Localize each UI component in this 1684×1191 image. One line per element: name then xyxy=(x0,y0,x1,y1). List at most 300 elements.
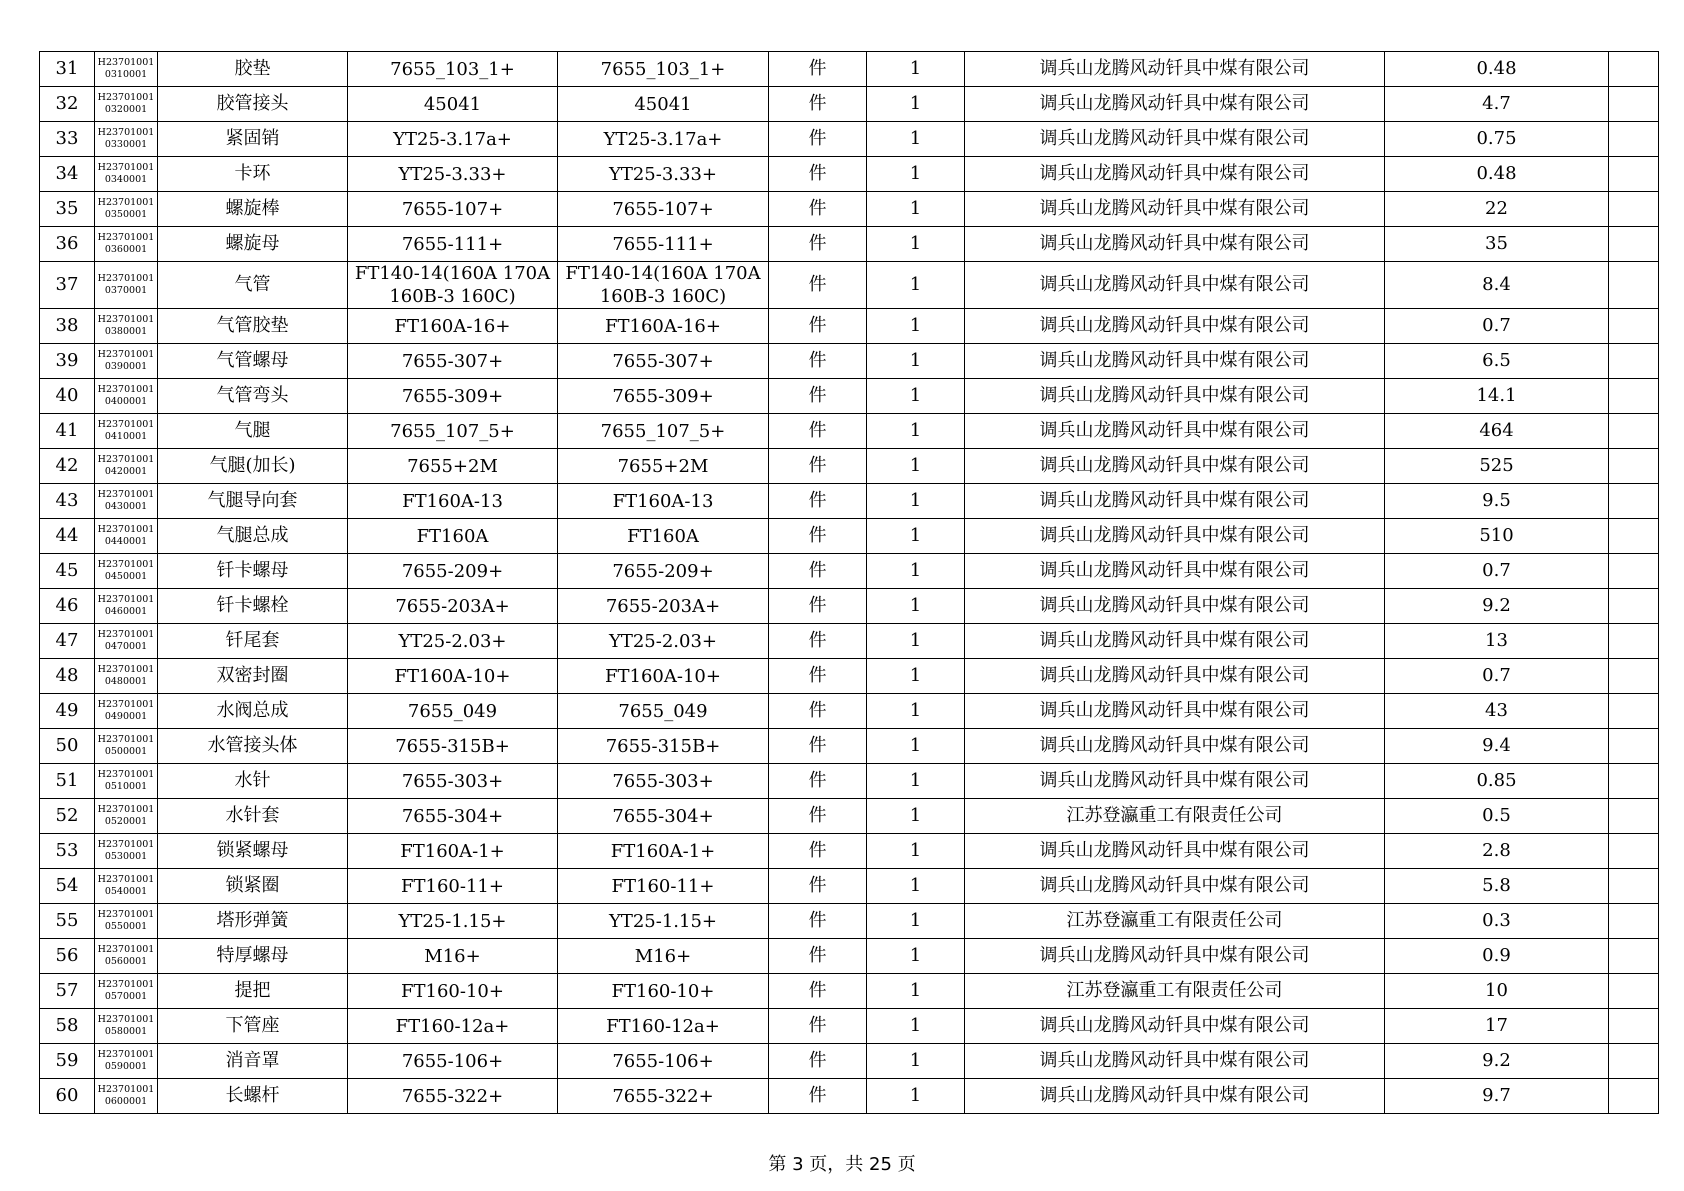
table-row xyxy=(40,624,1659,659)
price-cell: 525 xyxy=(1385,449,1609,484)
material-code-cell: H237010010490001 xyxy=(95,694,158,729)
footer-prefix: 第 xyxy=(768,1154,787,1175)
spec-model-alt-cell: 7655_049 xyxy=(558,694,769,729)
part-name-cell: 气管胶垫 xyxy=(158,309,348,344)
price-cell: 0.3 xyxy=(1385,904,1609,939)
material-code-cell: H237010010310001 xyxy=(95,52,158,87)
spec-model-alt-cell: FT160A xyxy=(558,519,769,554)
unit-cell: 件 xyxy=(769,624,867,659)
part-name-cell: 锁紧圈 xyxy=(158,869,348,904)
remark-cell xyxy=(1609,589,1659,624)
table-row xyxy=(40,764,1659,799)
price-cell: 10 xyxy=(1385,974,1609,1009)
remark-cell xyxy=(1609,659,1659,694)
price-cell: 35 xyxy=(1385,227,1609,262)
part-name-cell: 消音罩 xyxy=(158,1044,348,1079)
row-number-cell: 56 xyxy=(40,939,95,974)
quantity-cell: 1 xyxy=(867,869,965,904)
spec-model-alt-cell: 7655+2M xyxy=(558,449,769,484)
table-row xyxy=(40,309,1659,344)
remark-cell xyxy=(1609,624,1659,659)
spec-model-alt-cell: 7655-307+ xyxy=(558,344,769,379)
part-name-cell: 气管 xyxy=(158,262,348,309)
remark-cell xyxy=(1609,799,1659,834)
unit-cell: 件 xyxy=(769,414,867,449)
page-footer xyxy=(0,1150,1684,1176)
spec-model-cell: 7655-322+ xyxy=(348,1079,558,1114)
row-number-cell: 44 xyxy=(40,519,95,554)
row-number-cell: 51 xyxy=(40,764,95,799)
spec-model-alt-cell: FT160-10+ xyxy=(558,974,769,1009)
remark-cell xyxy=(1609,484,1659,519)
part-name-cell: 钎尾套 xyxy=(158,624,348,659)
price-cell: 510 xyxy=(1385,519,1609,554)
row-number-cell: 41 xyxy=(40,414,95,449)
row-number-cell: 55 xyxy=(40,904,95,939)
spec-model-cell: YT25-3.17a+ xyxy=(348,122,558,157)
table-row xyxy=(40,52,1659,87)
spec-model-cell: 7655-209+ xyxy=(348,554,558,589)
quantity-cell: 1 xyxy=(867,729,965,764)
quantity-cell: 1 xyxy=(867,694,965,729)
unit-cell: 件 xyxy=(769,939,867,974)
price-cell: 5.8 xyxy=(1385,869,1609,904)
unit-cell: 件 xyxy=(769,694,867,729)
spec-model-cell: FT160A-10+ xyxy=(348,659,558,694)
unit-cell: 件 xyxy=(769,729,867,764)
unit-cell: 件 xyxy=(769,122,867,157)
row-number-cell: 35 xyxy=(40,192,95,227)
material-code-cell: H237010010470001 xyxy=(95,624,158,659)
supplier-cell: 调兵山龙腾风动钎具中煤有限公司 xyxy=(965,939,1385,974)
quantity-cell: 1 xyxy=(867,554,965,589)
spec-model-cell: FT160-11+ xyxy=(348,869,558,904)
supplier-cell: 调兵山龙腾风动钎具中煤有限公司 xyxy=(965,659,1385,694)
table-row xyxy=(40,694,1659,729)
remark-cell xyxy=(1609,344,1659,379)
quantity-cell: 1 xyxy=(867,974,965,1009)
unit-cell: 件 xyxy=(769,449,867,484)
price-cell: 8.4 xyxy=(1385,262,1609,309)
supplier-cell: 调兵山龙腾风动钎具中煤有限公司 xyxy=(965,624,1385,659)
part-name-cell: 锁紧螺母 xyxy=(158,834,348,869)
spec-model-cell: 7655-304+ xyxy=(348,799,558,834)
table-row xyxy=(40,192,1659,227)
spec-model-cell: 7655-309+ xyxy=(348,379,558,414)
quantity-cell: 1 xyxy=(867,904,965,939)
page-total: 25 xyxy=(869,1154,892,1175)
table-row xyxy=(40,87,1659,122)
price-cell: 22 xyxy=(1385,192,1609,227)
price-cell: 9.4 xyxy=(1385,729,1609,764)
material-code-cell: H237010010370001 xyxy=(95,262,158,309)
spec-model-alt-cell: 7655-322+ xyxy=(558,1079,769,1114)
table-row xyxy=(40,834,1659,869)
row-number-cell: 52 xyxy=(40,799,95,834)
remark-cell xyxy=(1609,262,1659,309)
remark-cell xyxy=(1609,869,1659,904)
spec-model-alt-cell: FT160-11+ xyxy=(558,869,769,904)
row-number-cell: 45 xyxy=(40,554,95,589)
table-row xyxy=(40,1044,1659,1079)
material-code-cell: H237010010530001 xyxy=(95,834,158,869)
row-number-cell: 54 xyxy=(40,869,95,904)
material-code-cell: H237010010320001 xyxy=(95,87,158,122)
quantity-cell: 1 xyxy=(867,227,965,262)
supplier-cell: 调兵山龙腾风动钎具中煤有限公司 xyxy=(965,157,1385,192)
material-code-cell: H237010010540001 xyxy=(95,869,158,904)
row-number-cell: 57 xyxy=(40,974,95,1009)
quantity-cell: 1 xyxy=(867,87,965,122)
spec-model-alt-cell: FT160A-1+ xyxy=(558,834,769,869)
part-name-cell: 螺旋母 xyxy=(158,227,348,262)
material-code-cell: H237010010510001 xyxy=(95,764,158,799)
remark-cell xyxy=(1609,729,1659,764)
unit-cell: 件 xyxy=(769,52,867,87)
unit-cell: 件 xyxy=(769,262,867,309)
remark-cell xyxy=(1609,87,1659,122)
unit-cell: 件 xyxy=(769,1044,867,1079)
supplier-cell: 调兵山龙腾风动钎具中煤有限公司 xyxy=(965,379,1385,414)
part-name-cell: 长螺杆 xyxy=(158,1079,348,1114)
quantity-cell: 1 xyxy=(867,449,965,484)
price-cell: 0.75 xyxy=(1385,122,1609,157)
part-name-cell: 气腿(加长) xyxy=(158,449,348,484)
table-row xyxy=(40,554,1659,589)
material-code-cell: H237010010500001 xyxy=(95,729,158,764)
unit-cell: 件 xyxy=(769,519,867,554)
price-cell: 0.48 xyxy=(1385,52,1609,87)
unit-cell: 件 xyxy=(769,904,867,939)
row-number-cell: 47 xyxy=(40,624,95,659)
row-number-cell: 49 xyxy=(40,694,95,729)
quantity-cell: 1 xyxy=(867,52,965,87)
row-number-cell: 50 xyxy=(40,729,95,764)
spec-model-cell: 7655-111+ xyxy=(348,227,558,262)
row-number-cell: 48 xyxy=(40,659,95,694)
supplier-cell: 调兵山龙腾风动钎具中煤有限公司 xyxy=(965,869,1385,904)
spec-model-cell: FT140-14(160A 170A 160B-3 160C) xyxy=(348,262,558,309)
part-name-cell: 气腿总成 xyxy=(158,519,348,554)
spec-model-alt-cell: YT25-1.15+ xyxy=(558,904,769,939)
spec-model-cell: FT160A-16+ xyxy=(348,309,558,344)
quantity-cell: 1 xyxy=(867,1009,965,1044)
unit-cell: 件 xyxy=(769,87,867,122)
row-number-cell: 59 xyxy=(40,1044,95,1079)
quantity-cell: 1 xyxy=(867,192,965,227)
supplier-cell: 调兵山龙腾风动钎具中煤有限公司 xyxy=(965,1079,1385,1114)
spec-model-cell: 7655-307+ xyxy=(348,344,558,379)
material-code-cell: H237010010410001 xyxy=(95,414,158,449)
supplier-cell: 调兵山龙腾风动钎具中煤有限公司 xyxy=(965,834,1385,869)
spec-model-cell: FT160-12a+ xyxy=(348,1009,558,1044)
spec-model-cell: FT160A-1+ xyxy=(348,834,558,869)
material-code-cell: H237010010440001 xyxy=(95,519,158,554)
part-name-cell: 水针套 xyxy=(158,799,348,834)
unit-cell: 件 xyxy=(769,157,867,192)
spec-model-alt-cell: YT25-3.33+ xyxy=(558,157,769,192)
material-code-cell: H237010010580001 xyxy=(95,1009,158,1044)
price-cell: 0.5 xyxy=(1385,799,1609,834)
table-row xyxy=(40,799,1659,834)
row-number-cell: 46 xyxy=(40,589,95,624)
spec-model-cell: 45041 xyxy=(348,87,558,122)
table-row xyxy=(40,484,1659,519)
supplier-cell: 调兵山龙腾风动钎具中煤有限公司 xyxy=(965,589,1385,624)
price-cell: 9.7 xyxy=(1385,1079,1609,1114)
spec-model-alt-cell: 7655-111+ xyxy=(558,227,769,262)
table-row xyxy=(40,449,1659,484)
supplier-cell: 调兵山龙腾风动钎具中煤有限公司 xyxy=(965,729,1385,764)
supplier-cell: 调兵山龙腾风动钎具中煤有限公司 xyxy=(965,519,1385,554)
supplier-cell: 调兵山龙腾风动钎具中煤有限公司 xyxy=(965,122,1385,157)
table-row xyxy=(40,344,1659,379)
remark-cell xyxy=(1609,1009,1659,1044)
supplier-cell: 调兵山龙腾风动钎具中煤有限公司 xyxy=(965,309,1385,344)
material-code-cell: H237010010330001 xyxy=(95,122,158,157)
unit-cell: 件 xyxy=(769,1079,867,1114)
price-cell: 9.5 xyxy=(1385,484,1609,519)
material-code-cell: H237010010460001 xyxy=(95,589,158,624)
table-row xyxy=(40,262,1659,309)
spec-model-cell: YT25-2.03+ xyxy=(348,624,558,659)
supplier-cell: 调兵山龙腾风动钎具中煤有限公司 xyxy=(965,262,1385,309)
remark-cell xyxy=(1609,309,1659,344)
spec-model-alt-cell: YT25-3.17a+ xyxy=(558,122,769,157)
spec-model-alt-cell: 7655-209+ xyxy=(558,554,769,589)
row-number-cell: 53 xyxy=(40,834,95,869)
unit-cell: 件 xyxy=(769,659,867,694)
material-code-cell: H237010010520001 xyxy=(95,799,158,834)
quantity-cell: 1 xyxy=(867,624,965,659)
remark-cell xyxy=(1609,554,1659,589)
spec-model-cell: 7655-315B+ xyxy=(348,729,558,764)
material-code-cell: H237010010360001 xyxy=(95,227,158,262)
footer-middle: 页，共 xyxy=(809,1154,864,1175)
price-cell: 14.1 xyxy=(1385,379,1609,414)
remark-cell xyxy=(1609,974,1659,1009)
spec-model-alt-cell: FT160A-10+ xyxy=(558,659,769,694)
part-name-cell: 卡环 xyxy=(158,157,348,192)
supplier-cell: 调兵山龙腾风动钎具中煤有限公司 xyxy=(965,414,1385,449)
supplier-cell: 调兵山龙腾风动钎具中煤有限公司 xyxy=(965,227,1385,262)
part-name-cell: 钎卡螺母 xyxy=(158,554,348,589)
quantity-cell: 1 xyxy=(867,157,965,192)
remark-cell xyxy=(1609,694,1659,729)
row-number-cell: 34 xyxy=(40,157,95,192)
price-cell: 0.7 xyxy=(1385,659,1609,694)
spec-model-alt-cell: FT160A-16+ xyxy=(558,309,769,344)
quantity-cell: 1 xyxy=(867,519,965,554)
spec-model-alt-cell: FT140-14(160A 170A 160B-3 160C) xyxy=(558,262,769,309)
supplier-cell: 调兵山龙腾风动钎具中煤有限公司 xyxy=(965,344,1385,379)
remark-cell xyxy=(1609,519,1659,554)
supplier-cell: 调兵山龙腾风动钎具中煤有限公司 xyxy=(965,694,1385,729)
quantity-cell: 1 xyxy=(867,834,965,869)
spec-model-cell: 7655+2M xyxy=(348,449,558,484)
spec-model-cell: 7655-303+ xyxy=(348,764,558,799)
table-row xyxy=(40,379,1659,414)
quantity-cell: 1 xyxy=(867,1079,965,1114)
material-code-cell: H237010010350001 xyxy=(95,192,158,227)
remark-cell xyxy=(1609,764,1659,799)
table-row xyxy=(40,939,1659,974)
part-name-cell: 胶垫 xyxy=(158,52,348,87)
spec-model-cell: 7655_107_5+ xyxy=(348,414,558,449)
spec-model-alt-cell: 7655-304+ xyxy=(558,799,769,834)
part-name-cell: 气腿 xyxy=(158,414,348,449)
row-number-cell: 58 xyxy=(40,1009,95,1044)
part-name-cell: 双密封圈 xyxy=(158,659,348,694)
spec-model-cell: 7655-106+ xyxy=(348,1044,558,1079)
unit-cell: 件 xyxy=(769,227,867,262)
quantity-cell: 1 xyxy=(867,589,965,624)
unit-cell: 件 xyxy=(769,554,867,589)
supplier-cell: 江苏登瀛重工有限责任公司 xyxy=(965,904,1385,939)
part-name-cell: 胶管接头 xyxy=(158,87,348,122)
remark-cell xyxy=(1609,379,1659,414)
spec-model-alt-cell: FT160A-13 xyxy=(558,484,769,519)
material-code-cell: H237010010550001 xyxy=(95,904,158,939)
price-cell: 0.7 xyxy=(1385,309,1609,344)
row-number-cell: 42 xyxy=(40,449,95,484)
material-code-cell: H237010010430001 xyxy=(95,484,158,519)
spec-model-alt-cell: YT25-2.03+ xyxy=(558,624,769,659)
remark-cell xyxy=(1609,1079,1659,1114)
spec-model-alt-cell: 7655_107_5+ xyxy=(558,414,769,449)
unit-cell: 件 xyxy=(769,589,867,624)
table-row xyxy=(40,659,1659,694)
supplier-cell: 调兵山龙腾风动钎具中煤有限公司 xyxy=(965,1044,1385,1079)
unit-cell: 件 xyxy=(769,1009,867,1044)
supplier-cell: 江苏登瀛重工有限责任公司 xyxy=(965,974,1385,1009)
spec-model-alt-cell: FT160-12a+ xyxy=(558,1009,769,1044)
spec-model-cell: FT160A xyxy=(348,519,558,554)
price-cell: 17 xyxy=(1385,1009,1609,1044)
price-cell: 43 xyxy=(1385,694,1609,729)
spec-model-cell: M16+ xyxy=(348,939,558,974)
supplier-cell: 调兵山龙腾风动钎具中煤有限公司 xyxy=(965,52,1385,87)
part-name-cell: 特厚螺母 xyxy=(158,939,348,974)
spec-model-cell: 7655_103_1+ xyxy=(348,52,558,87)
part-name-cell: 气腿导向套 xyxy=(158,484,348,519)
supplier-cell: 江苏登瀛重工有限责任公司 xyxy=(965,799,1385,834)
quantity-cell: 1 xyxy=(867,379,965,414)
remark-cell xyxy=(1609,904,1659,939)
spec-model-cell: 7655-107+ xyxy=(348,192,558,227)
spec-model-alt-cell: M16+ xyxy=(558,939,769,974)
spec-model-alt-cell: 7655-309+ xyxy=(558,379,769,414)
spec-model-cell: FT160A-13 xyxy=(348,484,558,519)
table-row xyxy=(40,904,1659,939)
quantity-cell: 1 xyxy=(867,939,965,974)
material-code-cell: H237010010340001 xyxy=(95,157,158,192)
row-number-cell: 36 xyxy=(40,227,95,262)
supplier-cell: 调兵山龙腾风动钎具中煤有限公司 xyxy=(965,554,1385,589)
quantity-cell: 1 xyxy=(867,309,965,344)
price-cell: 9.2 xyxy=(1385,589,1609,624)
row-number-cell: 39 xyxy=(40,344,95,379)
remark-cell xyxy=(1609,449,1659,484)
supplier-cell: 调兵山龙腾风动钎具中煤有限公司 xyxy=(965,192,1385,227)
row-number-cell: 43 xyxy=(40,484,95,519)
remark-cell xyxy=(1609,1044,1659,1079)
part-name-cell: 气管弯头 xyxy=(158,379,348,414)
footer-suffix: 页 xyxy=(897,1154,916,1175)
row-number-cell: 37 xyxy=(40,262,95,309)
price-cell: 0.48 xyxy=(1385,157,1609,192)
unit-cell: 件 xyxy=(769,764,867,799)
price-cell: 13 xyxy=(1385,624,1609,659)
table-row xyxy=(40,729,1659,764)
unit-cell: 件 xyxy=(769,869,867,904)
price-cell: 9.2 xyxy=(1385,1044,1609,1079)
spec-model-alt-cell: 45041 xyxy=(558,87,769,122)
material-code-cell: H237010010590001 xyxy=(95,1044,158,1079)
quantity-cell: 1 xyxy=(867,414,965,449)
part-name-cell: 水管接头体 xyxy=(158,729,348,764)
table-row xyxy=(40,122,1659,157)
supplier-cell: 调兵山龙腾风动钎具中煤有限公司 xyxy=(965,764,1385,799)
parts-table xyxy=(39,51,1659,1114)
price-cell: 6.5 xyxy=(1385,344,1609,379)
unit-cell: 件 xyxy=(769,834,867,869)
remark-cell xyxy=(1609,834,1659,869)
quantity-cell: 1 xyxy=(867,1044,965,1079)
spec-model-alt-cell: 7655-303+ xyxy=(558,764,769,799)
row-number-cell: 31 xyxy=(40,52,95,87)
material-code-cell: H237010010380001 xyxy=(95,309,158,344)
row-number-cell: 33 xyxy=(40,122,95,157)
page-number: 3 xyxy=(792,1154,804,1175)
unit-cell: 件 xyxy=(769,344,867,379)
material-code-cell: H237010010450001 xyxy=(95,554,158,589)
material-code-cell: H237010010390001 xyxy=(95,344,158,379)
quantity-cell: 1 xyxy=(867,262,965,309)
table-row xyxy=(40,157,1659,192)
spec-model-alt-cell: 7655-107+ xyxy=(558,192,769,227)
part-name-cell: 水针 xyxy=(158,764,348,799)
remark-cell xyxy=(1609,227,1659,262)
price-cell: 4.7 xyxy=(1385,87,1609,122)
table-row xyxy=(40,519,1659,554)
unit-cell: 件 xyxy=(769,309,867,344)
remark-cell xyxy=(1609,157,1659,192)
part-name-cell: 提把 xyxy=(158,974,348,1009)
part-name-cell: 紧固销 xyxy=(158,122,348,157)
supplier-cell: 调兵山龙腾风动钎具中煤有限公司 xyxy=(965,87,1385,122)
unit-cell: 件 xyxy=(769,799,867,834)
price-cell: 0.7 xyxy=(1385,554,1609,589)
row-number-cell: 40 xyxy=(40,379,95,414)
part-name-cell: 水阀总成 xyxy=(158,694,348,729)
remark-cell xyxy=(1609,192,1659,227)
supplier-cell: 调兵山龙腾风动钎具中煤有限公司 xyxy=(965,1009,1385,1044)
remark-cell xyxy=(1609,52,1659,87)
material-code-cell: H237010010560001 xyxy=(95,939,158,974)
table-row xyxy=(40,869,1659,904)
price-cell: 2.8 xyxy=(1385,834,1609,869)
spec-model-cell: 7655_049 xyxy=(348,694,558,729)
quantity-cell: 1 xyxy=(867,799,965,834)
unit-cell: 件 xyxy=(769,379,867,414)
quantity-cell: 1 xyxy=(867,764,965,799)
unit-cell: 件 xyxy=(769,192,867,227)
remark-cell xyxy=(1609,122,1659,157)
supplier-cell: 调兵山龙腾风动钎具中煤有限公司 xyxy=(965,484,1385,519)
quantity-cell: 1 xyxy=(867,344,965,379)
material-code-cell: H237010010480001 xyxy=(95,659,158,694)
